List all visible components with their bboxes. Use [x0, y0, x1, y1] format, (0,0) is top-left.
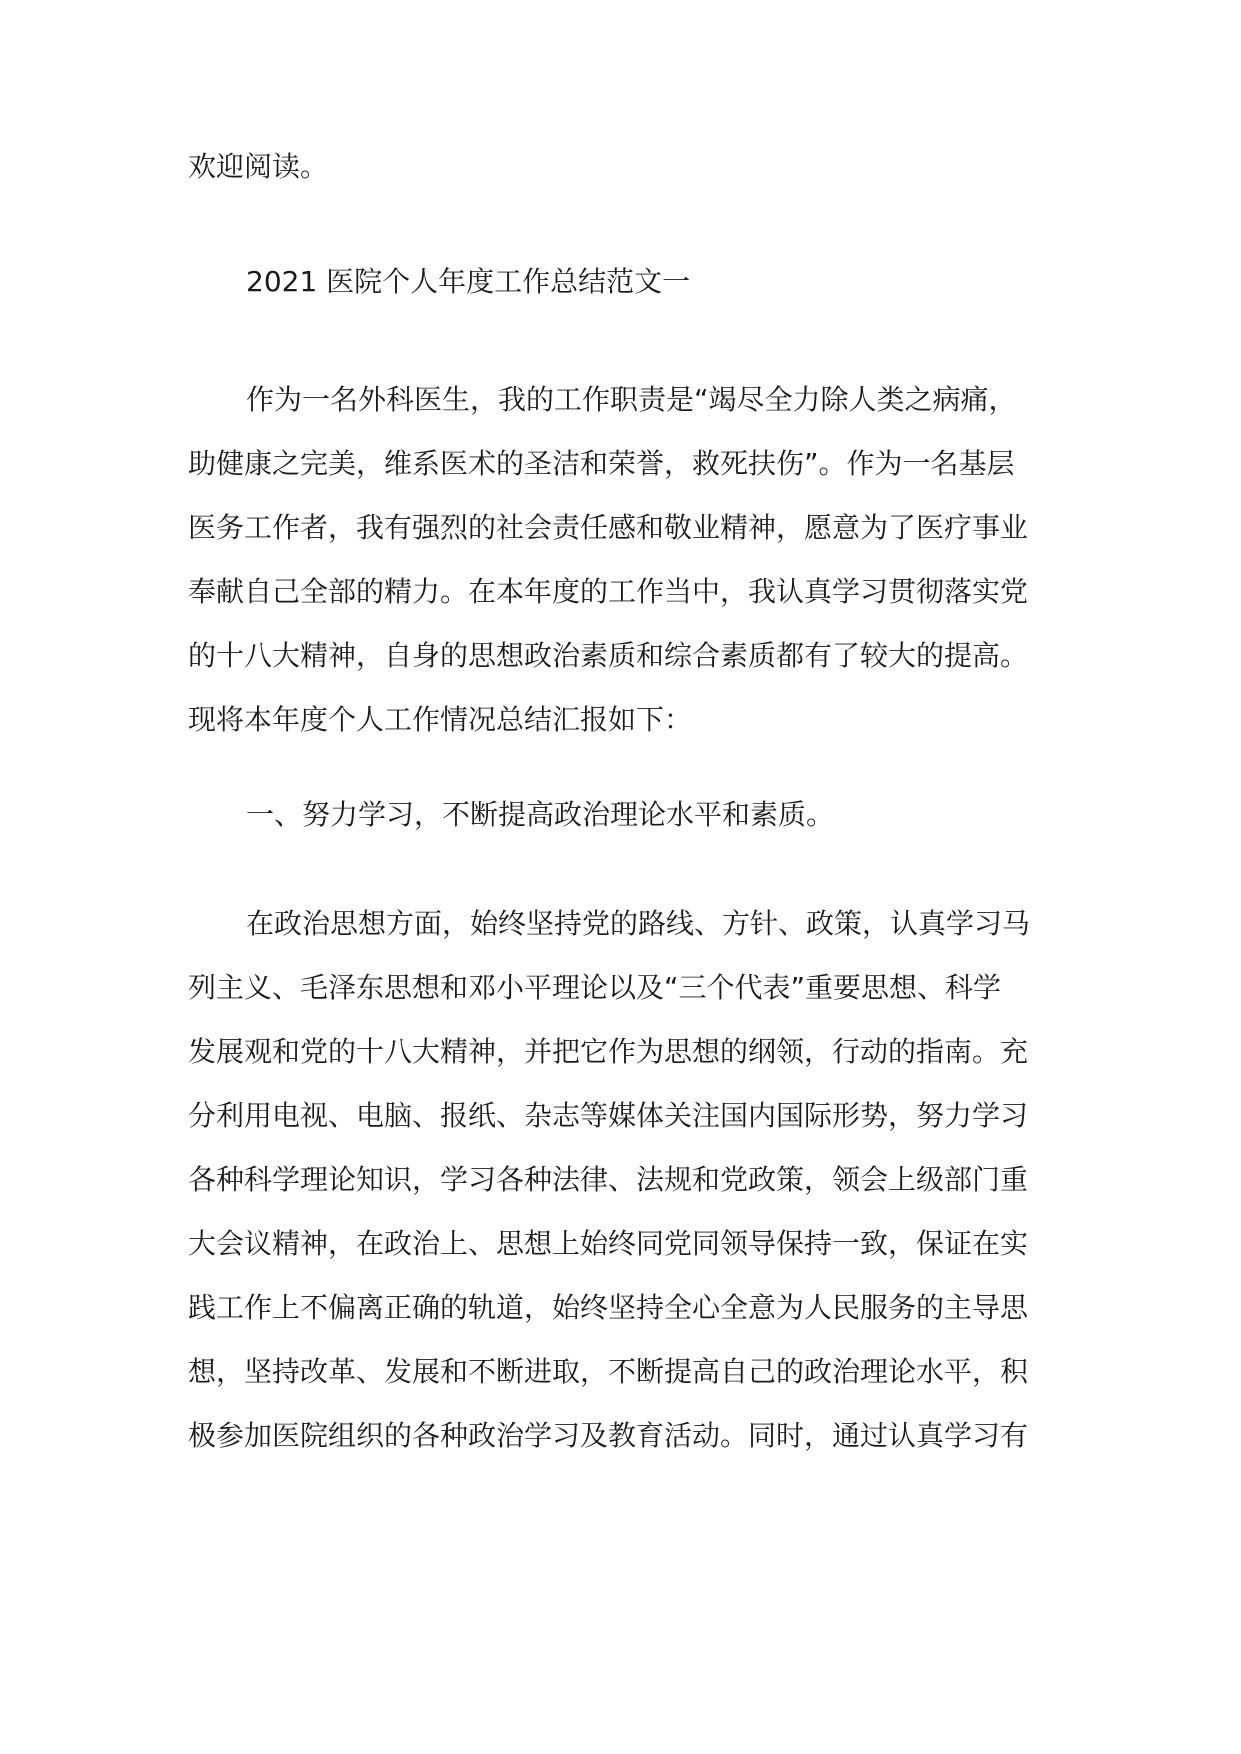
document-heading — [188, 250, 1068, 314]
section-heading — [188, 783, 1068, 847]
paragraph-line: 各种科学理论知识，学习各种法律、法规和党政策，领会上级部门重 — [188, 1163, 1029, 1196]
section-paragraph — [188, 892, 1068, 1468]
paragraph-line: 践工作上不偏离正确的轨道，始终坚持全心全意为人民服务的主导思 — [188, 1291, 1029, 1324]
heading-line: 2021 医院个人年度工作总结范文一 — [246, 265, 691, 298]
intro-paragraph — [188, 368, 1068, 752]
paragraph-line: 大会议精神，在政治上、思想上始终同党同领导保持一致，保证在实 — [188, 1227, 1029, 1260]
paragraph-line: 在政治思想方面，始终坚持党的路线、方针、政策，认真学习马 — [246, 907, 1031, 940]
section-heading-line: 一、努力学习，不断提高政治理论水平和素质。 — [246, 798, 835, 831]
paragraph-line: 列主义、毛泽东思想和邓小平理论以及“三个代表”重要思想、科学 — [188, 971, 1002, 1004]
paragraph-line: 的十八大精神，自身的思想政治素质和综合素质都有了较大的提高。 — [188, 639, 1029, 672]
paragraph-line: 奉献自己全部的精力。在本年度的工作当中，我认真学习贯彻落实党 — [188, 575, 1029, 608]
paragraph-line: 想，坚持改革、发展和不断进取，不断提高自己的政治理论水平，积 — [188, 1355, 1029, 1388]
paragraph-line: 现将本年度个人工作情况总结汇报如下： — [188, 703, 693, 736]
opening-paragraph — [188, 135, 1068, 199]
paragraph-line: 助健康之完美，维系医术的圣洁和荣誉，救死扶伤”。作为一名基层 — [188, 447, 1015, 480]
paragraph-line: 欢迎阅读。 — [188, 150, 329, 183]
paragraph-line: 极参加医院组织的各种政治学习及教育活动。同时，通过认真学习有 — [188, 1419, 1029, 1452]
paragraph-line: 作为一名外科医生，我的工作职责是“竭尽全力除人类之病痛， — [246, 383, 1017, 416]
paragraph-line: 分利用电视、电脑、报纸、杂志等媒体关注国内国际形势，努力学习 — [188, 1099, 1029, 1132]
paragraph-line: 发展观和党的十八大精神，并把它作为思想的纲领，行动的指南。充 — [188, 1035, 1029, 1068]
paragraph-line: 医务工作者，我有强烈的社会责任感和敬业精神，愿意为了医疗事业 — [188, 511, 1029, 544]
